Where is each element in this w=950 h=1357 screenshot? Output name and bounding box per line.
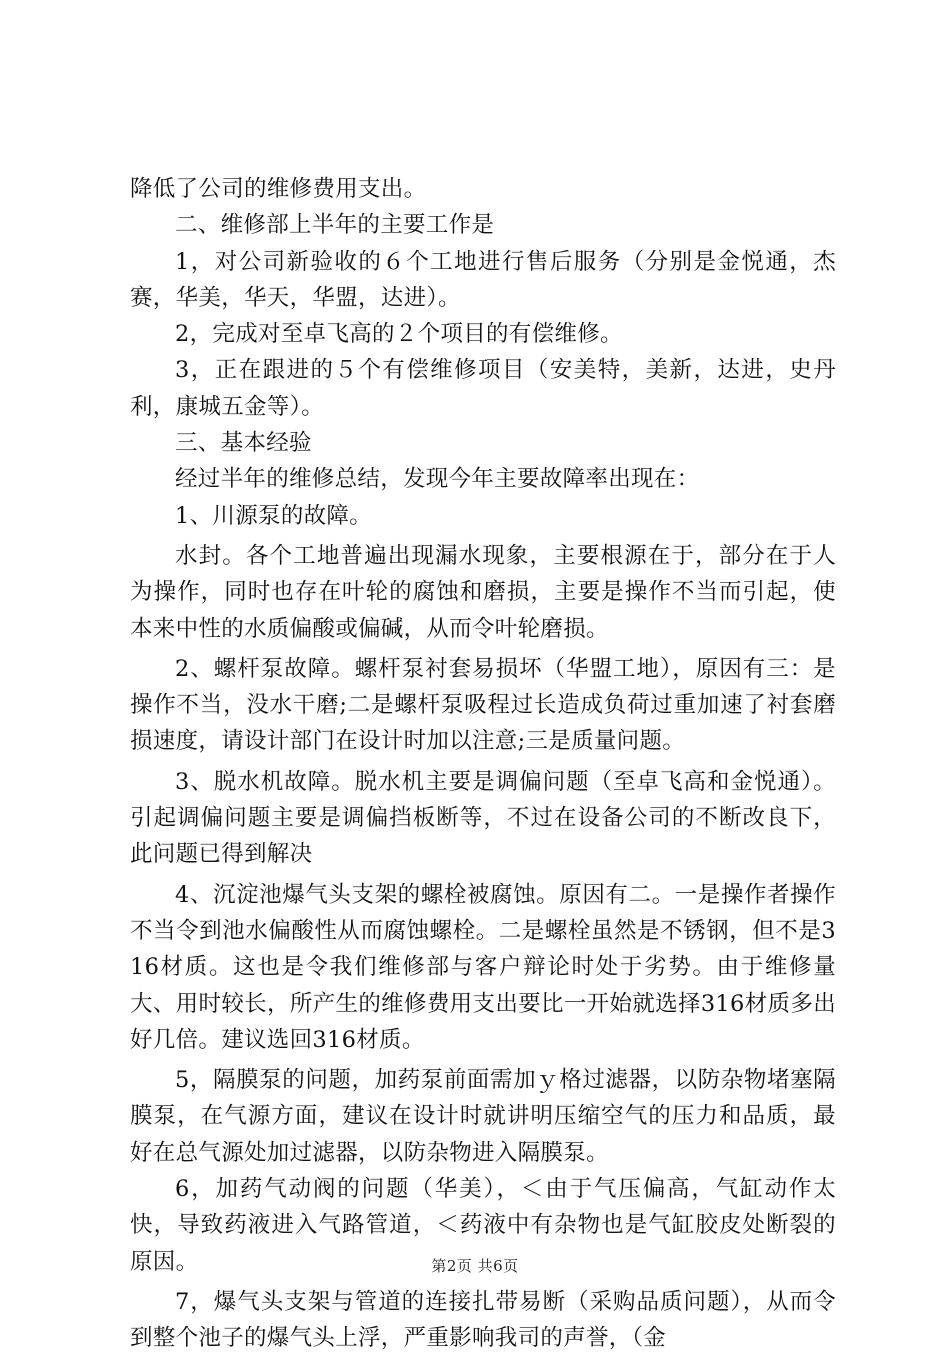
section-heading-experience: 三、基本经验 [175, 430, 312, 457]
paragraph-fault-4: 4、沉淀池爆气头支架的螺栓被腐蚀。原因有二。一是操作者操作不当令到池水偏酸性从而腐蚀螺栓。二是螺栓虽然是不锈钢，但不是316材质。这也是令我们维修部与客户辩论时处于劣势。由于维修量大、用时较长，所产生的维修费用支出要比一开始就选择316材质多出好几倍。建议选回316材质。 [130, 881, 836, 1053]
paragraph-work-item-1: 1，对公司新验收的６个工地进行售后服务（分别是金悦通，杰赛，华美，华天，华盟，达进）。 [130, 248, 836, 311]
paragraph-fault-7: 7，爆气头支架与管道的连接扎带易断（采购品质问题），从而令到整个池子的爆气头上浮，严重影响我司的声誉，（金 [130, 1288, 836, 1352]
paragraph-continuation: 降低了公司的维修费用支出。 [130, 176, 427, 202]
paragraph-fault-3: 3、脱水机故障。脱水机主要是调偏问题（至卓飞高和金悦通）。引起调偏问题主要是调偏挡板断等，不过在设备公司的不断改良下，此问题已得到解决 [130, 768, 836, 868]
paragraph-fault-1-title: 1、川源泵的故障。 [175, 502, 373, 529]
document-body [130, 171, 836, 1357]
paragraph-fault-5: 5，隔膜泵的问题，加药泵前面需加ｙ格过滤器，以防杂物堵塞隔膜泵，在气源方面，建议在设计时就讲明压缩空气的压力和品质，最好在总气源处加过滤器，以防杂物进入隔膜泵。 [130, 1067, 836, 1166]
paragraph-work-item-2: 2，完成对至卓飞高的２个项目的有偿维修。 [175, 321, 623, 348]
paragraph-work-item-3: 3，正在跟进的５个有偿维修项目（安美特，美新，达进，史丹利，康城五金等）。 [130, 357, 836, 420]
section-heading-main-work: 二、维修部上半年的主要工作是 [175, 212, 495, 239]
paragraph-fault-2: 2、螺杆泵故障。螺杆泵衬套易损坏（华盟工地），原因有三：是操作不当，没水干磨;二是螺杆泵吸程过长造成负荷过重加速了衬套磨损速度，请设计部门在设计时加以注意;三是质量问题。 [130, 655, 836, 755]
paragraph-fault-1-detail: 水封。各个工地普遍出现漏水现象，主要根源在于，部分在于人为操作，同时也存在叶轮的腐蚀和磨损，主要是操作不当而引起，使本来中性的水质偏酸或偏碱，从而令叶轮磨损。 [130, 542, 836, 642]
page-number-footer: 第2页 共6页 [431, 1257, 519, 1275]
paragraph-fault-6: 6，加药气动阀的问题（华美），＜由于气压偏高，气缸动作太快，导致药液进入气路管道，＜药液中有杂物也是气缸胶皮处断裂的原因。 [130, 1176, 836, 1275]
paragraph-summary-intro: 经过半年的维修总结，发现今年主要故障率出现在： [175, 466, 700, 493]
